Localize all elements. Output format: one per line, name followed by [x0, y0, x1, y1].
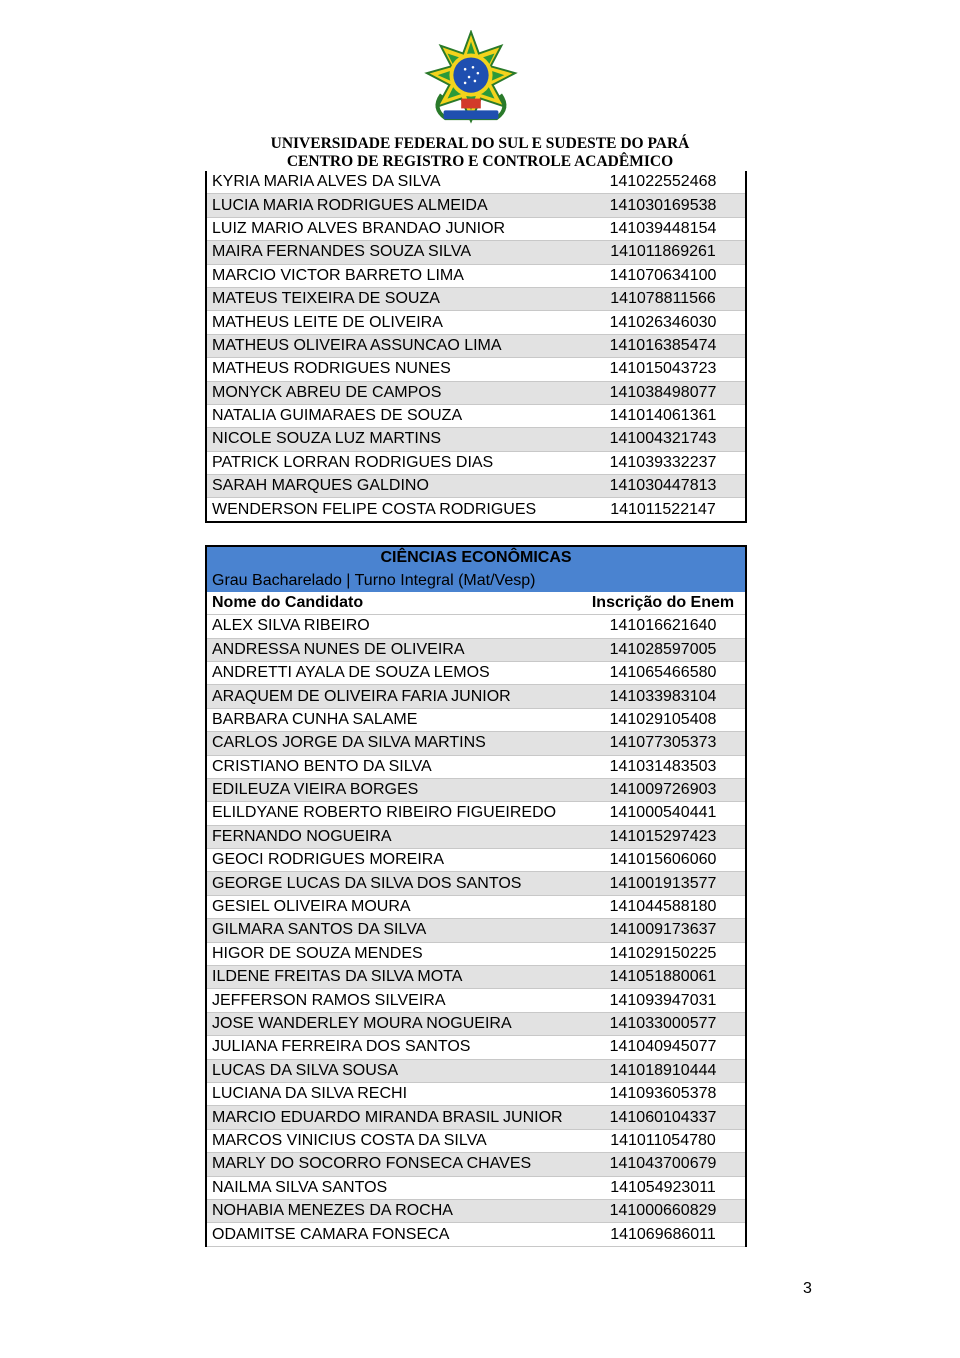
enem-registration: 141065466580: [581, 661, 746, 684]
table-row: [206, 895, 746, 918]
table-row: [206, 264, 746, 287]
course-info-empty-cell: [581, 569, 746, 591]
enem-registration: 141039332237: [581, 451, 746, 474]
enem-registration: 141018910444: [581, 1059, 746, 1082]
table-row: [206, 287, 746, 310]
table-row: [206, 194, 746, 217]
enem-registration: 141000540441: [581, 802, 746, 825]
candidate-name: WENDERSON FELIPE COSTA RODRIGUES: [206, 498, 581, 522]
enem-registration: 141039448154: [581, 217, 746, 240]
candidate-name: MAIRA FERNANDES SOUZA SILVA: [206, 241, 581, 264]
column-header-enem: Inscrição do Enem: [581, 592, 746, 615]
university-name: UNIVERSIDADE FEDERAL DO SUL E SUDESTE DO PARÁ: [270, 135, 690, 152]
course-info-row: [206, 569, 746, 591]
department-name: CENTRO DE REGISTRO E CONTROLE ACADÊMICO: [286, 153, 674, 170]
table-row: [206, 708, 746, 731]
enem-registration: 141030169538: [581, 194, 746, 217]
table-row: [206, 825, 746, 848]
enem-registration: 141060104337: [581, 1106, 746, 1129]
enem-registration: 141069686011: [581, 1223, 746, 1246]
enem-registration: 141016385474: [581, 334, 746, 357]
table-row: [206, 919, 746, 942]
enem-registration: 141030447813: [581, 475, 746, 498]
enem-registration: 141001913577: [581, 872, 746, 895]
candidate-name: MONYCK ABREU DE CAMPOS: [206, 381, 581, 404]
enem-registration: 141051880061: [581, 966, 746, 989]
table-row: [206, 475, 746, 498]
enem-registration: 141000660829: [581, 1199, 746, 1222]
enem-registration: 141078811566: [581, 287, 746, 310]
table-row: [206, 638, 746, 661]
enem-registration: 141029150225: [581, 942, 746, 965]
enem-registration: 141028597005: [581, 638, 746, 661]
course-header-row: [206, 546, 746, 569]
candidate-name: MARCIO EDUARDO MIRANDA BRASIL JUNIOR: [206, 1106, 581, 1129]
candidate-name: MATHEUS LEITE DE OLIVEIRA: [206, 311, 581, 334]
table-row: [206, 1082, 746, 1105]
course-degree-shift: Grau Bacharelado | Turno Integral (Mat/Vesp): [206, 569, 581, 591]
table-row: [206, 661, 746, 684]
candidate-name: ILDENE FREITAS DA SILVA MOTA: [206, 966, 581, 989]
candidate-name: NICOLE SOUZA LUZ MARTINS: [206, 428, 581, 451]
column-header-name: Nome do Candidato: [206, 592, 581, 615]
candidate-name: EDILEUZA VIEIRA BORGES: [206, 778, 581, 801]
table-row: [206, 966, 746, 989]
table-row: [206, 615, 746, 638]
enem-registration: 141009726903: [581, 778, 746, 801]
candidate-name: LUCIA MARIA RODRIGUES ALMEIDA: [206, 194, 581, 217]
candidate-name: MARCOS VINICIUS COSTA DA SILVA: [206, 1129, 581, 1152]
enem-registration: 141026346030: [581, 311, 746, 334]
table-row: [206, 381, 746, 404]
enem-registration: 141044588180: [581, 895, 746, 918]
enem-registration: 141070634100: [581, 264, 746, 287]
table-row: [206, 217, 746, 240]
enem-registration: 141043700679: [581, 1153, 746, 1176]
candidate-name: JULIANA FERREIRA DOS SANTOS: [206, 1036, 581, 1059]
enem-registration: 141033983104: [581, 685, 746, 708]
candidate-name: JOSE WANDERLEY MOURA NOGUEIRA: [206, 1012, 581, 1035]
table-row: [206, 404, 746, 427]
page-number: 3: [803, 1280, 812, 1297]
table-row: [206, 989, 746, 1012]
enem-registration: 141015043723: [581, 358, 746, 381]
enem-registration: 141077305373: [581, 732, 746, 755]
candidates-table-previous-course: [205, 171, 747, 523]
candidate-name: JEFFERSON RAMOS SILVEIRA: [206, 989, 581, 1012]
candidate-name: MATHEUS RODRIGUES NUNES: [206, 358, 581, 381]
enem-registration: 141040945077: [581, 1036, 746, 1059]
table-row: [206, 428, 746, 451]
candidate-name: BARBARA CUNHA SALAME: [206, 708, 581, 731]
candidate-name: ARAQUEM DE OLIVEIRA FARIA JUNIOR: [206, 685, 581, 708]
candidate-name: GESIEL OLIVEIRA MOURA: [206, 895, 581, 918]
enem-registration: 141011054780: [581, 1129, 746, 1152]
enem-registration: 141015606060: [581, 849, 746, 872]
table-row: [206, 1059, 746, 1082]
table-row: [206, 849, 746, 872]
table-row: [206, 358, 746, 381]
table-row: [206, 802, 746, 825]
candidate-name: GEORGE LUCAS DA SILVA DOS SANTOS: [206, 872, 581, 895]
table-row: [206, 451, 746, 474]
enem-registration: 141009173637: [581, 919, 746, 942]
candidate-name: CARLOS JORGE DA SILVA MARTINS: [206, 732, 581, 755]
enem-registration: 141093605378: [581, 1082, 746, 1105]
enem-registration: 141038498077: [581, 381, 746, 404]
table-row: [206, 171, 746, 194]
candidate-name: HIGOR DE SOUZA MENDES: [206, 942, 581, 965]
enem-registration: 141014061361: [581, 404, 746, 427]
candidate-name: KYRIA MARIA ALVES DA SILVA: [206, 171, 581, 194]
table-row: [206, 241, 746, 264]
candidate-name: GILMARA SANTOS DA SILVA: [206, 919, 581, 942]
candidate-name: ELILDYANE ROBERTO RIBEIRO FIGUEIREDO: [206, 802, 581, 825]
table-row: [206, 1012, 746, 1035]
candidate-name: NAILMA SILVA SANTOS: [206, 1176, 581, 1199]
table-row: [206, 778, 746, 801]
table-row: [206, 685, 746, 708]
enem-registration: 141093947031: [581, 989, 746, 1012]
table-row: [206, 1036, 746, 1059]
table-row: [206, 1176, 746, 1199]
candidate-name: LUCIANA DA SILVA RECHI: [206, 1082, 581, 1105]
enem-registration: 141016621640: [581, 615, 746, 638]
candidate-name: MARCIO VICTOR BARRETO LIMA: [206, 264, 581, 287]
table-row: [206, 1153, 746, 1176]
table-row: [206, 872, 746, 895]
candidate-name: LUIZ MARIO ALVES BRANDAO JUNIOR: [206, 217, 581, 240]
table-row: [206, 942, 746, 965]
candidate-name: MARLY DO SOCORRO FONSECA CHAVES: [206, 1153, 581, 1176]
candidate-name: MATHEUS OLIVEIRA ASSUNCAO LIMA: [206, 334, 581, 357]
candidate-name: ODAMITSE CAMARA FONSECA: [206, 1223, 581, 1246]
enem-registration: 141011869261: [581, 241, 746, 264]
candidate-name: MATEUS TEIXEIRA DE SOUZA: [206, 287, 581, 310]
table-row: [206, 334, 746, 357]
column-header-row: [206, 592, 746, 615]
candidate-name: SARAH MARQUES GALDINO: [206, 475, 581, 498]
candidates-table-ciencias-economicas: [205, 545, 747, 1247]
table-row: [206, 1106, 746, 1129]
candidate-name: ALEX SILVA RIBEIRO: [206, 615, 581, 638]
table-row: [206, 1129, 746, 1152]
candidate-name: FERNANDO NOGUEIRA: [206, 825, 581, 848]
candidate-name: ANDRESSA NUNES DE OLIVEIRA: [206, 638, 581, 661]
table-row: [206, 755, 746, 778]
table-row: [206, 732, 746, 755]
candidate-name: GEOCI RODRIGUES MOREIRA: [206, 849, 581, 872]
candidate-name: PATRICK LORRAN RODRIGUES DIAS: [206, 451, 581, 474]
candidate-name: NOHABIA MENEZES DA ROCHA: [206, 1199, 581, 1222]
enem-registration: 141011522147: [581, 498, 746, 522]
enem-registration: 141015297423: [581, 825, 746, 848]
enem-registration: 141031483503: [581, 755, 746, 778]
candidate-name: ANDRETTI AYALA DE SOUZA LEMOS: [206, 661, 581, 684]
enem-registration: 141029105408: [581, 708, 746, 731]
table-row: [206, 1199, 746, 1222]
table-row: [206, 311, 746, 334]
course-title: CIÊNCIAS ECONÔMICAS: [206, 546, 746, 569]
table-row: [206, 498, 746, 522]
candidate-name: LUCAS DA SILVA SOUSA: [206, 1059, 581, 1082]
enem-registration: 141054923011: [581, 1176, 746, 1199]
table-row: [206, 1223, 746, 1246]
candidate-name: NATALIA GUIMARAES DE SOUZA: [206, 404, 581, 427]
candidate-name: CRISTIANO BENTO DA SILVA: [206, 755, 581, 778]
enem-registration: 141004321743: [581, 428, 746, 451]
brazil-coat-of-arms-icon: [422, 30, 520, 128]
enem-registration: 141033000577: [581, 1012, 746, 1035]
enem-registration: 141022552468: [581, 171, 746, 194]
